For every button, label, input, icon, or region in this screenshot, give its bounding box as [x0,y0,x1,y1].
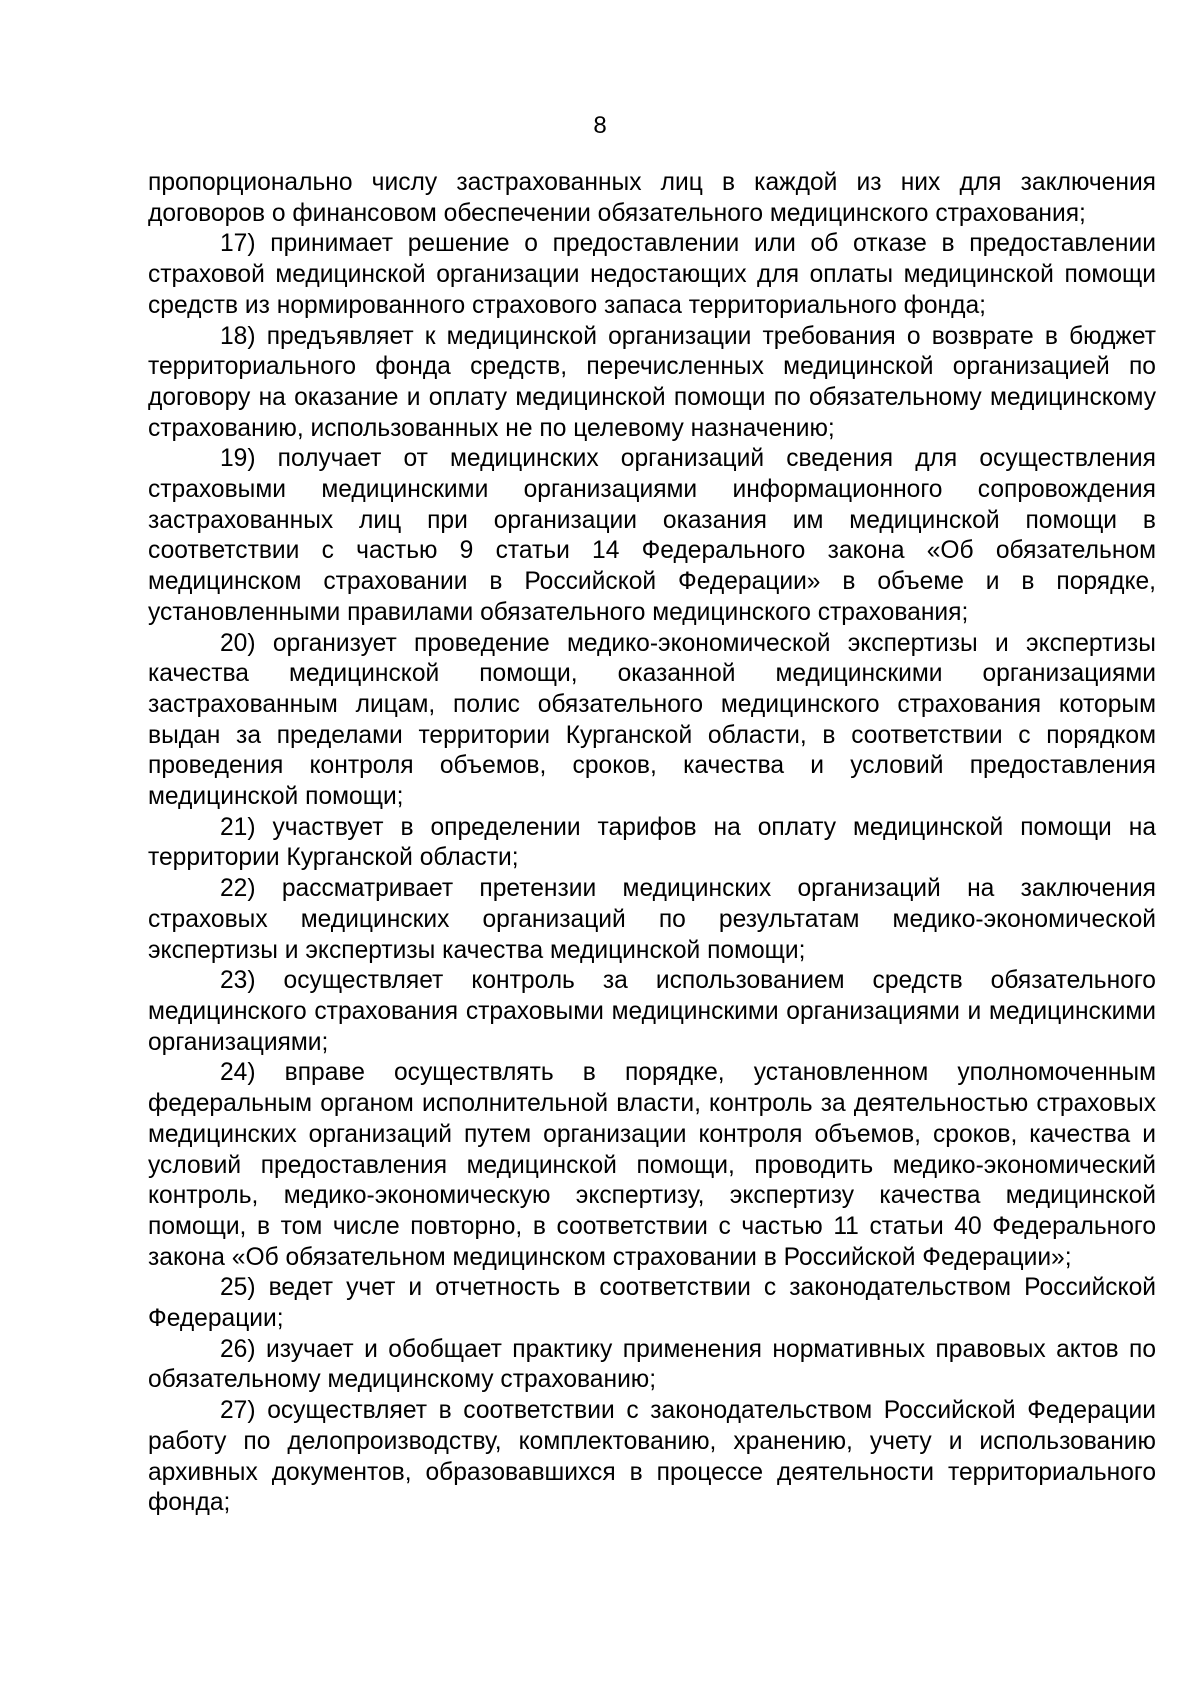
list-item-18: 18) предъявляет к медицинской организации требования о возврате в бюджет территориального фонда средств, перечисленных медицинской организацией по договору на оказание и оплату медицинской помощи по обязательному медицинскому страхованию, использованных не по целевому назначению; [148,322,1156,442]
list-item-27: 27) осуществляет в соответствии с законодательством Российской Федерации работу по делопроизводству, комплектованию, хранению, учету и использованию архивных документов, образовавшихся в процессе деятельности территориального фонда; [148,1397,1156,1517]
list-item-26: 26) изучает и обобщает практику применения нормативных правовых актов по обязательному медицинскому страхованию; [148,1335,1156,1394]
list-item-23: 23) осуществляет контроль за использованием средств обязательного медицинского страхования страховыми медицинскими организациями и медицинскими организациями; [148,967,1156,1056]
page-number: 8 [593,112,607,139]
list-item-22: 22) рассматривает претензии медицинских организаций на заключения страховых медицинских организаций по результатам медико-экономической экспертизы и экспертизы качества медицинской помощи; [148,875,1156,964]
list-item-25: 25) ведет учет и отчетность в соответствии с законодательством Российской Федерации; [148,1274,1156,1333]
list-item-21: 21) участвует в определении тарифов на оплату медицинской помощи на территории Курганской области; [148,813,1156,872]
document-body [148,168,1156,1519]
list-item-17: 17) принимает решение о предоставлении или об отказе в предоставлении страховой медицинской организации недостающих для оплаты медицинской помощи средств из нормированного страхового запаса территориального фонда; [148,230,1156,319]
list-item-20: 20) организует проведение медико-экономической экспертизы и экспертизы качества медицинской помощи, оказанной медицинскими организациями застрахованным лицам, полис обязательного медицинского страхования которым выдан за пределами территории Курганской области, в соответствии с порядком проведения контроля объемов, сроков, качества и условий предоставления медицинской помощи; [148,629,1156,811]
paragraph-continuation: пропорционально числу застрахованных лиц в каждой из них для заключения договоров о финансовом обеспечении обязательного медицинского страхования; [148,169,1156,227]
list-item-24: 24) вправе осуществлять в порядке, установленном уполномоченным федеральным органом исполнительной власти, контроль за деятельностью страховых медицинских организаций путем организации контроля объемов, сроков, качества и условий предоставления медицинской помощи, проводить медико-экономический контроль, медико-экономическую экспертизу, экспертизу качества медицинской помощи, в том числе повторно, в соответствии с частью 11 статьи 40 Федерального закона «Об обязательном медицинском страховании в Российской Федерации»; [148,1059,1156,1271]
list-item-19: 19) получает от медицинских организаций сведения для осуществления страховыми медицинскими организациями информационного сопровождения застрахованных лиц при организации оказания им медицинской помощи в соответствии с частью 9 статьи 14 Федерального закона «Об обязательном медицинском страховании в Российской Федерации» в объеме и в порядке, установленными правилами обязательного медицинского страхования; [148,445,1156,626]
